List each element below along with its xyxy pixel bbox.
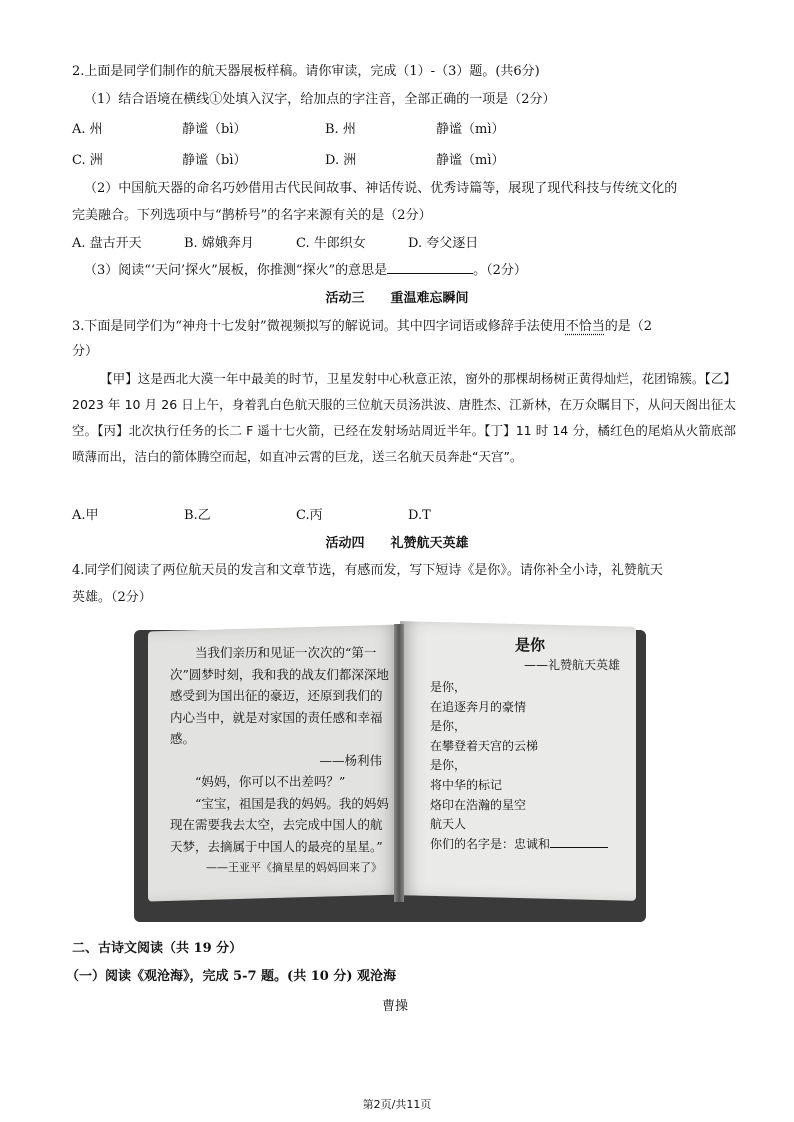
dialogue-question: “妈妈，你可以不出差吗？”: [195, 774, 346, 789]
q3-option-a: A.甲: [72, 508, 99, 523]
poem-author: 曹操: [382, 999, 409, 1014]
q2-sub2-option-c: C. 牛郎织女: [296, 236, 366, 251]
q2-option-d-word: 静谧（mì）: [436, 153, 505, 168]
book-left-text: [170, 642, 390, 879]
q4-line1: 4.同学们阅读了两位航天员的发言和文章节选，有感而发，写下短诗《是你》。请你补全小诗，礼赞航天: [72, 563, 663, 578]
q2-option-d: D. 洲: [325, 153, 357, 168]
poem-last-line: 你们的名字是：忠诚和: [430, 835, 630, 855]
book-right-poem: [430, 634, 630, 854]
q2-sub2-option-a: A. 盘古开天: [72, 236, 142, 251]
poem-title: 是你: [514, 636, 545, 654]
poem-line: 是你，: [430, 758, 467, 773]
q2-option-c: C. 洲: [72, 153, 103, 168]
q3-option-d: D.T: [408, 508, 431, 523]
q3-stem-line1: 3.下面是同学们为“神舟十七发射”微视频拟写的解说词。其中四字词语或修辞手法使用不恰当的是（2: [72, 319, 652, 334]
open-book-illustration: [128, 620, 648, 925]
poem-line: 是你，: [430, 719, 467, 734]
activity3-heading: 活动三 重温难忘瞬间: [325, 291, 469, 306]
q4-line2: 英雄。（2分）: [72, 590, 152, 605]
poem-line: 在追逐奔月的豪情: [430, 699, 527, 714]
q3-option-b: B.乙: [184, 508, 211, 523]
q3-stem-line2: 分）: [72, 344, 99, 359]
poem-line: 在攀登着天宫的云梯: [430, 738, 539, 753]
q2-sub2-line1: （2）中国航天器的命名巧妙借用古代民间故事、神话传说、优秀诗篇等，展现了现代科技与传统文化的: [84, 181, 678, 196]
q2-stem: 2.上面是同学们制作的航天器展板样稿。请你审读，完成（1）-（3）题。(共6分): [72, 64, 540, 79]
wang-yaping-quote: “宝宝，祖国是我的妈妈。我的妈妈现在需要我去太空，去完成中国人的航天梦，去摘属于中国人的最亮的星星。”: [170, 795, 389, 854]
poem-answer-blank[interactable]: [550, 847, 608, 848]
poem-line: 航天人: [430, 817, 467, 832]
q2-sub2-line2: 完美融合。下列选项中与“鹊桥号”的名字来源有关的是（2分）: [72, 208, 432, 223]
q2-option-c-word: 静谧（bì）: [182, 153, 247, 168]
q2-option-a: A. 州: [72, 122, 103, 137]
book-spine: [394, 624, 404, 902]
q2-sub1: （1）结合语境在横线①处填入汉字，给加点的字注音，全部正确的一项是（2分）: [84, 92, 556, 107]
poem-subtitle: ——礼赞航天英雄: [523, 658, 620, 672]
q3-passage: 【甲】这是西北大漠一年中最美的时节，卫星发射中心秋意正浓，窗外的那棵胡杨树正黄得灿烂，花团锦簇。【乙】2023 年 10 月 26 日上午，身着乳白色航天服的三位航天员汤洪波、唐胜杰、江新林，在万众瞩目下，从问天阁出征太空。【丙】北次执行任务的长二 F 遥十七火箭，已经在发射场站周近半年。【丁】11 时 14 分，橘红色的尾焰从火箭底部喷薄而出，洁白的箭体腾空而起，如直冲云霄的巨龙，送三名航天员奔赴“天宫”。: [72, 371, 736, 464]
activity4-heading: 活动四 礼赞航天英雄: [325, 536, 469, 551]
q2-sub2-option-b: B. 嫦娥奔月: [184, 236, 254, 251]
poem-line: 是你，: [430, 680, 467, 694]
yang-liwei-quote: 当我们亲历和见证一次次的“第一次”圆梦时刻，我和我的战友们都深深地感受到为国出征的豪迈，还原到我们的内心当中，就是对家国的责任感和幸福感。: [170, 645, 389, 746]
wang-yaping-signature: ——王亚平《摘星星的妈妈回来了》: [206, 861, 382, 874]
poem-line: 烙印在浩瀚的星空: [430, 797, 527, 812]
q2-option-a-word: 静谧（bì）: [182, 122, 247, 137]
q3-option-c: C.丙: [296, 508, 323, 523]
answer-blank[interactable]: [387, 273, 473, 274]
q2-option-b-word: 静谧（mì）: [436, 122, 505, 137]
q3-stem-dotted: 不恰当: [565, 319, 605, 334]
yang-liwei-signature: ——杨利伟: [319, 752, 382, 768]
q2-option-b: B. 州: [325, 122, 356, 137]
sub-section-heading: （一）阅读《观沧海》，完成 5-7 题。(共 10 分) 观沧海: [66, 969, 397, 984]
page-footer: 第2页/共11页: [362, 1098, 432, 1111]
poem-line: 将中华的标记: [430, 777, 503, 792]
q2-sub2-option-d: D. 夸父逐日: [408, 236, 479, 251]
q2-sub3: （3）阅读“‘天问’探火”展板，你推测“探火”的意思是 。（2分）: [84, 263, 527, 278]
section2-heading: 二、古诗文阅读（共 19 分）: [72, 941, 243, 956]
